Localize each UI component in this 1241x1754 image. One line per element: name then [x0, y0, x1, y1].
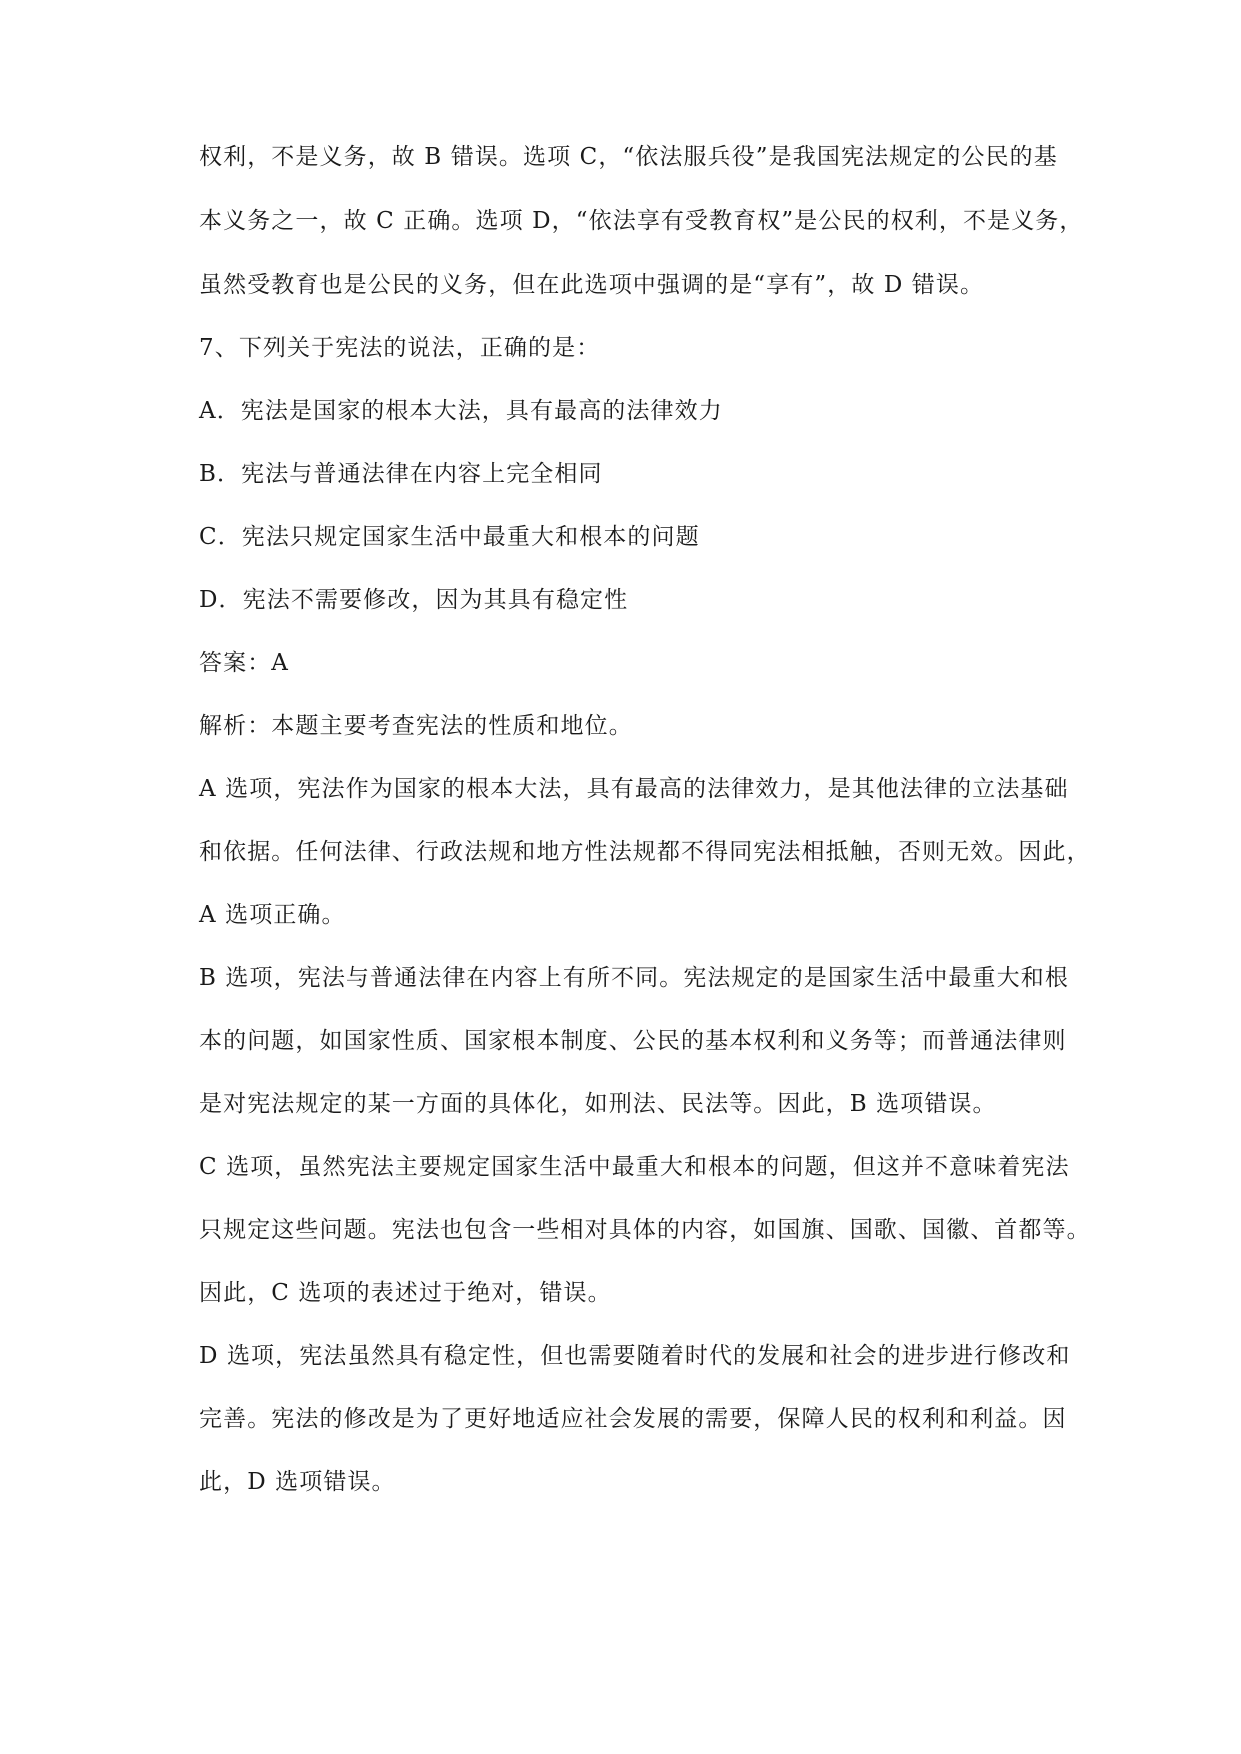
- option-a: A．宪法是国家的根本大法，具有最高的法律效力: [199, 398, 723, 424]
- text-line: 本义务之一，故 C 正确。选项 D，“依法享有受教育权”是公民的权利，不是义务，: [199, 208, 1084, 234]
- text-line: D 选项，宪法虽然具有稳定性，但也需要随着时代的发展和社会的进步进行修改和: [199, 1343, 1071, 1369]
- analysis-heading: 解析：本题主要考查宪法的性质和地位。: [199, 713, 633, 739]
- text-line: 因此，C 选项的表述过于绝对，错误。: [199, 1280, 612, 1306]
- text-line: 和依据。任何法律、行政法规和地方性法规都不得同宪法相抵触，否则无效。因此，: [199, 839, 1091, 865]
- option-c: C．宪法只规定国家生活中最重大和根本的问题: [199, 524, 700, 550]
- text-line: B 选项，宪法与普通法律在内容上有所不同。宪法规定的是国家生活中最重大和根: [199, 965, 1069, 991]
- question-title: 7、下列关于宪法的说法，正确的是：: [199, 335, 601, 361]
- text-line: 完善。宪法的修改是为了更好地适应社会发展的需要，保障人民的权利和利益。因: [199, 1406, 1067, 1432]
- text-line: 是对宪法规定的某一方面的具体化，如刑法、民法等。因此，B 选项错误。: [199, 1091, 997, 1117]
- option-d: D．宪法不需要修改，因为其具有稳定性: [199, 587, 629, 613]
- text-line: A 选项，宪法作为国家的根本大法，具有最高的法律效力，是其他法律的立法基础: [199, 776, 1069, 802]
- text-line: 此，D 选项错误。: [199, 1469, 396, 1495]
- text-line: 权利，不是义务，故 B 错误。选项 C，“依法服兵役”是我国宪法规定的公民的基: [199, 144, 1058, 170]
- text-line: C 选项，虽然宪法主要规定国家生活中最重大和根本的问题，但这并不意味着宪法: [199, 1154, 1070, 1180]
- text-line: A 选项正确。: [199, 902, 346, 928]
- option-b: B．宪法与普通法律在内容上完全相同: [199, 461, 603, 487]
- answer-line: 答案：A: [199, 650, 290, 676]
- text-line: 虽然受教育也是公民的义务，但在此选项中强调的是“享有”，故 D 错误。: [199, 272, 985, 298]
- text-line: 本的问题，如国家性质、国家根本制度、公民的基本权利和义务等；而普通法律则: [199, 1028, 1067, 1054]
- text-line: 只规定这些问题。宪法也包含一些相对具体的内容，如国旗、国歌、国徽、首都等。: [199, 1217, 1091, 1243]
